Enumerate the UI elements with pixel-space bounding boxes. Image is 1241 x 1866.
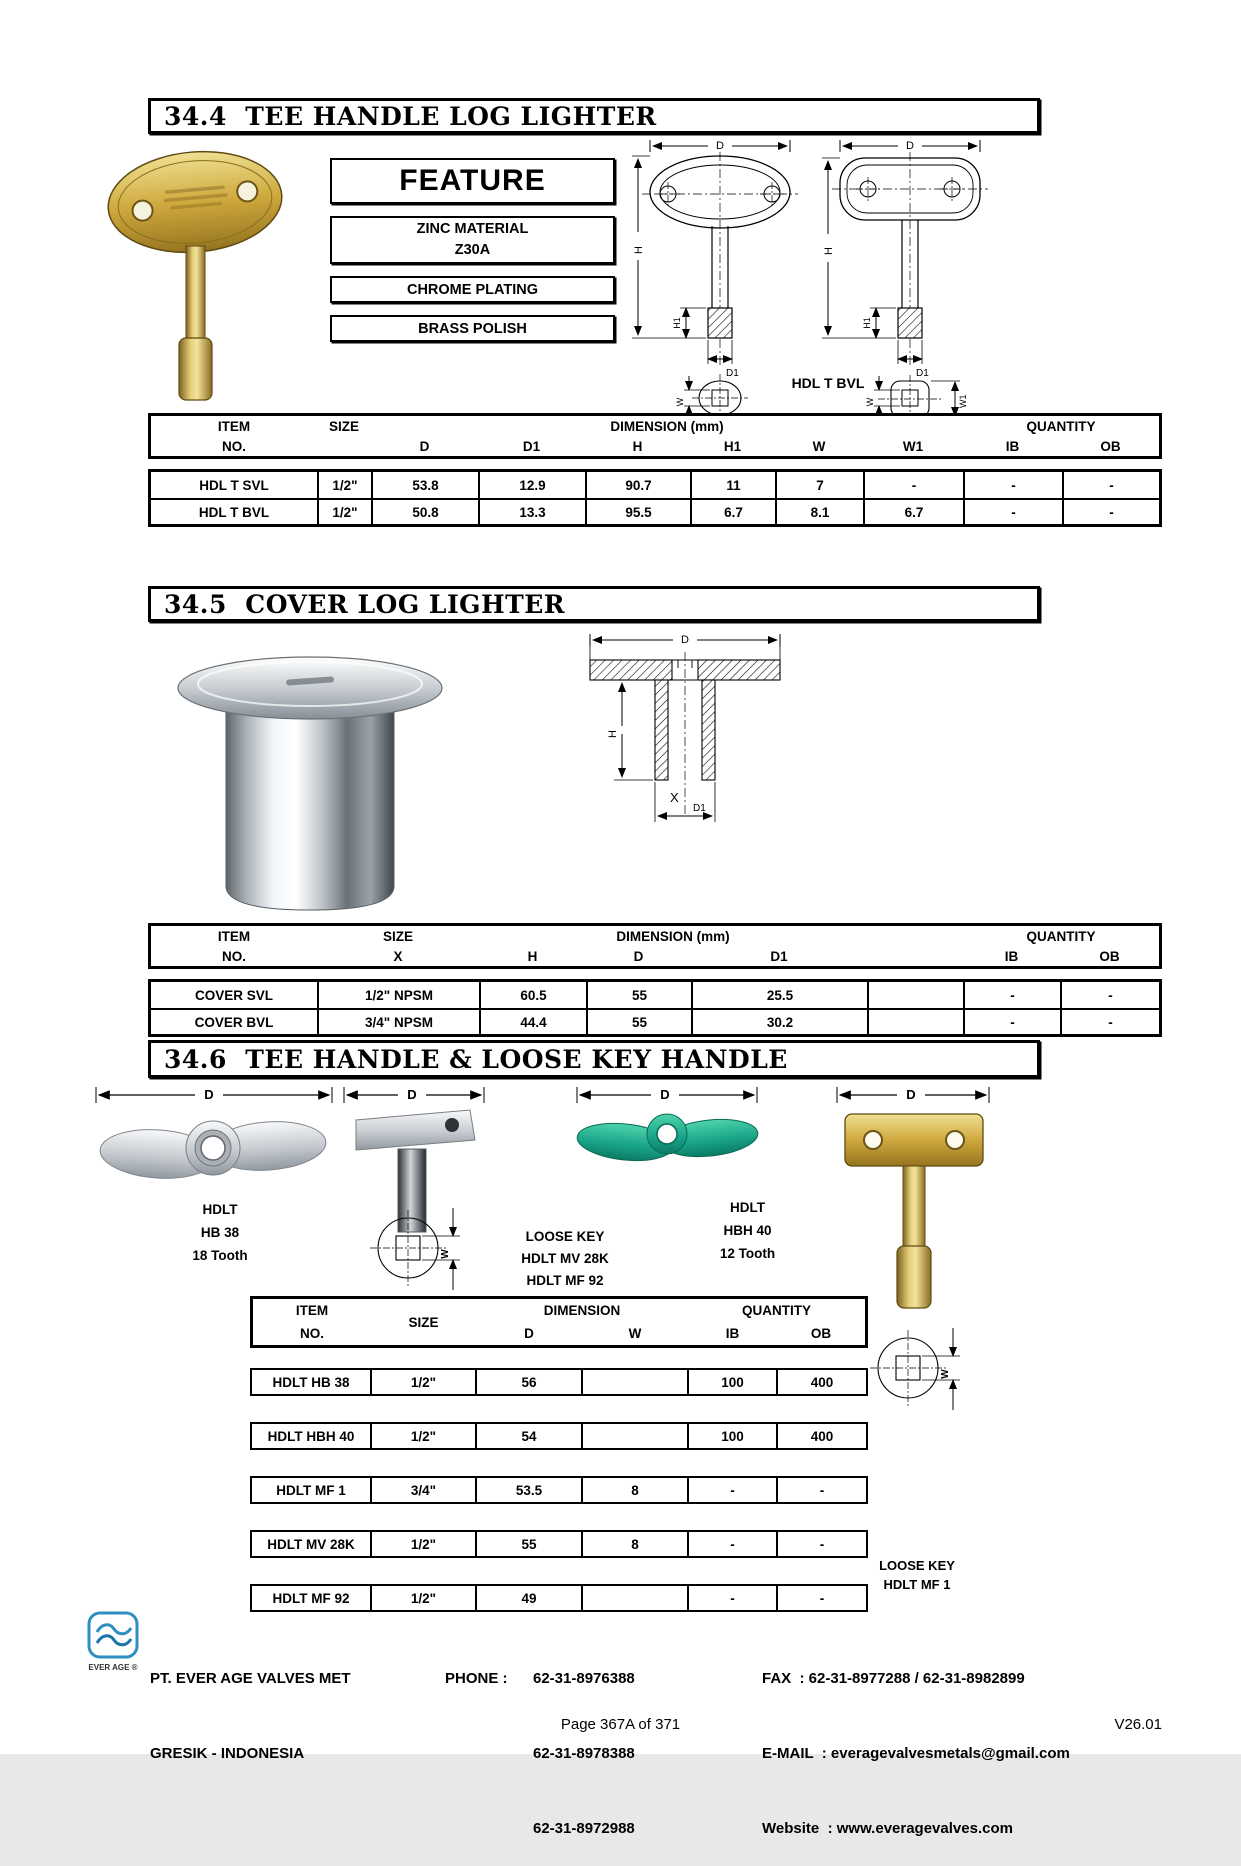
version-label: V26.01 [1114, 1716, 1162, 1733]
svg-text:W: W [675, 397, 685, 407]
svg-text:D1: D1 [726, 368, 739, 379]
cell: HDLT MF 92 [272, 1590, 350, 1606]
col-header: NO. [299, 1326, 324, 1341]
table3-header [250, 1296, 868, 1348]
svg-text:D1: D1 [916, 368, 929, 379]
square-socket-view [362, 1202, 474, 1294]
cell: 50.8 [371, 498, 478, 524]
chrome-plating-label: CHROME PLATING [406, 281, 539, 298]
cell: - [1062, 472, 1159, 498]
svg-text:D: D [407, 1087, 417, 1102]
caption-line: LOOSE KEY [525, 1229, 605, 1244]
section-344-title: 34.4 TEE HANDLE LOG LIGHTER [148, 98, 1040, 134]
cell: HDLT HBH 40 [267, 1428, 355, 1444]
cell: 53.8 [371, 472, 478, 498]
footer-phones [445, 1616, 635, 1866]
col-header: ITEM [217, 928, 251, 944]
footer-company [150, 1616, 351, 1791]
zinc-material-box [330, 216, 615, 264]
svg-text:H1: H1 [672, 317, 682, 329]
cell: - [963, 982, 1060, 1008]
cell [867, 982, 963, 1008]
col-header: W1 [902, 438, 924, 454]
col-header: OB [810, 1326, 832, 1341]
brass-polish-box [330, 315, 615, 342]
cell: 44.4 [479, 1008, 586, 1034]
table1-header [148, 413, 1162, 459]
zinc-material-line1: ZINC MATERIAL [416, 221, 529, 237]
svg-text:D: D [906, 140, 914, 152]
cell: 3/4" [370, 1478, 475, 1502]
caption-line: HB 38 [200, 1225, 240, 1240]
company-name: PT. EVER AGE VALVES MET [150, 1670, 351, 1687]
caption-line: HDLT [202, 1202, 238, 1217]
cell: - [963, 472, 1062, 498]
chrome-cover-photo [168, 648, 453, 920]
svg-text:W1: W1 [958, 394, 968, 408]
col-header: QUANTITY [742, 1303, 811, 1318]
phone-number: 62-31-8978388 [533, 1745, 635, 1762]
col-header: NO. [221, 948, 246, 964]
svg-text:H: H [633, 246, 645, 254]
col-header: NO. [221, 438, 246, 454]
section-346-title: 34.6 TEE HANDLE & LOOSE KEY HANDLE [148, 1040, 1040, 1078]
table2-header [148, 923, 1162, 969]
email-line: E-MAIL : everagevalvesmetals@gmail.com [762, 1745, 1070, 1762]
cell: - [863, 472, 963, 498]
caption-line: LOOSE KEY [879, 1558, 955, 1573]
col-header: SIZE [382, 928, 413, 944]
svg-text:D: D [660, 1087, 670, 1102]
cell: 8 [581, 1532, 687, 1556]
cell: 90.7 [585, 472, 690, 498]
cell: 49 [475, 1586, 581, 1610]
chrome-plating-box [330, 276, 615, 303]
cell: HDLT MV 28K [267, 1536, 355, 1552]
svg-text:X: X [670, 790, 679, 805]
col-header: IB [1004, 948, 1019, 964]
footer-contacts [762, 1616, 1070, 1866]
col-header: DIMENSION (mm) [610, 418, 724, 434]
cell: 1/2" [370, 1532, 475, 1556]
caption-hb38 [150, 1198, 290, 1267]
cell: 7 [775, 472, 863, 498]
caption-mv28k [495, 1226, 635, 1292]
cell: - [963, 498, 1062, 524]
svg-text:W: W [940, 1369, 951, 1379]
cell: - [1060, 1008, 1159, 1034]
cell: HDL T BVL [151, 498, 317, 524]
cell: - [776, 1586, 866, 1610]
cell: 1/2" [370, 1370, 475, 1394]
cell: HDLT HB 38 [272, 1374, 350, 1390]
col-header: D [524, 1326, 534, 1341]
cell: 8 [581, 1478, 687, 1502]
table3-row [250, 1476, 868, 1504]
cell: 400 [776, 1370, 866, 1394]
loose-key-mf1-photo [837, 1102, 990, 1314]
cell: 400 [776, 1424, 866, 1448]
caption-line: 18 Tooth [192, 1248, 248, 1263]
table2-data [148, 979, 1162, 1037]
cell: 1/2" NPSM [317, 982, 479, 1008]
caption-line: HDLT MV 28K [521, 1251, 609, 1266]
cell: 6.7 [690, 498, 775, 524]
col-header: QUANTITY [1026, 928, 1096, 944]
cell: 53.5 [475, 1478, 581, 1502]
cell: 55 [475, 1532, 581, 1556]
cover-technical-drawing [550, 630, 820, 830]
ever-age-logo-icon [86, 1610, 140, 1660]
caption-line: 12 Tooth [719, 1246, 776, 1261]
company-city: GRESIK - INDONESIA [150, 1745, 305, 1762]
cell: 100 [687, 1370, 776, 1394]
caption-line: HDLT MF 92 [526, 1273, 604, 1288]
caption-line: HDLT MF 1 [883, 1577, 951, 1592]
col-header: H [527, 948, 538, 964]
col-header: OB [1099, 948, 1120, 964]
cell: 60.5 [479, 982, 586, 1008]
col-header: X [393, 948, 403, 964]
col-header: QUANTITY [1026, 418, 1096, 434]
col-header: D1 [522, 438, 541, 454]
cell: - [687, 1532, 776, 1556]
cell: 3/4" NPSM [317, 1008, 479, 1034]
col-header: DIMENSION [543, 1303, 621, 1318]
table1-data [148, 469, 1162, 527]
col-header: D1 [770, 948, 788, 964]
caption-line: HDLT [730, 1200, 765, 1215]
cell: HDL T SVL [199, 477, 269, 493]
cell [581, 1370, 687, 1394]
cell: - [776, 1478, 866, 1502]
cell: 55 [586, 982, 691, 1008]
svg-text:D1: D1 [693, 803, 706, 814]
cell: 1/2" [317, 472, 371, 498]
cell: 1/2" [370, 1586, 475, 1610]
fax-line: FAX : 62-31-8977288 / 62-31-8982899 [762, 1670, 1025, 1687]
svg-text:W: W [440, 1249, 451, 1259]
cell: 100 [687, 1424, 776, 1448]
col-header: IB [1005, 438, 1020, 454]
phone-number: 62-31-8976388 [533, 1670, 635, 1687]
tee-handle-hb38-photo [96, 1102, 332, 1194]
cell: 55 [586, 1008, 691, 1034]
brass-key-photo [100, 140, 290, 415]
svg-text:D: D [716, 140, 724, 152]
svg-text:D: D [906, 1087, 916, 1102]
feature-heading: FEATURE [399, 164, 546, 197]
svg-text:D: D [204, 1087, 214, 1102]
svg-text:H: H [823, 247, 835, 255]
cell [867, 1008, 963, 1034]
zinc-material-line2: Z30A [454, 242, 491, 258]
cell: 30.2 [691, 1008, 867, 1034]
caption-line: HBH 40 [723, 1223, 772, 1238]
cell: 56 [475, 1370, 581, 1394]
cell: 25.5 [691, 982, 867, 1008]
cell: - [963, 1008, 1060, 1034]
cell: 1/2" [370, 1424, 475, 1448]
cell: - [687, 1586, 776, 1610]
cell: - [1062, 498, 1159, 524]
col-header: D [419, 438, 430, 454]
page-number: Page 367A of 371 [560, 1716, 681, 1733]
phone-label: PHONE : [445, 1670, 508, 1687]
caption-hbh40 [680, 1196, 815, 1265]
col-header: SIZE [408, 1314, 439, 1330]
feature-box [330, 158, 615, 204]
cell: - [1060, 982, 1159, 1008]
col-header: H [632, 438, 643, 454]
ever-age-logo-text: EVER AGE ® [88, 1663, 138, 1672]
cell: - [776, 1532, 866, 1556]
cell: 12.9 [478, 472, 585, 498]
col-header: H1 [723, 438, 742, 454]
brass-polish-label: BRASS POLISH [418, 320, 527, 337]
table3-row [250, 1422, 868, 1450]
cell: 11 [690, 472, 775, 498]
svg-text:D: D [681, 634, 689, 646]
col-header: ITEM [217, 418, 251, 434]
website-line: Website : www.everagevalves.com [762, 1820, 1013, 1837]
tee-handle-hbh40-photo [577, 1102, 758, 1174]
square-socket-view [862, 1322, 974, 1414]
phone-number: 62-31-8972988 [533, 1820, 635, 1837]
cell: 8.1 [775, 498, 863, 524]
col-header: IB [725, 1326, 740, 1341]
col-header: D [633, 948, 644, 964]
cell: HDLT MF 1 [276, 1482, 346, 1498]
col-header: SIZE [328, 418, 359, 434]
col-header: DIMENSION (mm) [616, 928, 730, 944]
col-header: ITEM [295, 1303, 329, 1318]
cell [581, 1424, 687, 1448]
cell: 6.7 [863, 498, 963, 524]
cell: 95.5 [585, 498, 690, 524]
cell: 13.3 [478, 498, 585, 524]
cell: 54 [475, 1424, 581, 1448]
cell: 1/2" [317, 498, 371, 524]
col-header: W [628, 1326, 642, 1341]
cell: - [687, 1478, 776, 1502]
col-header: OB [1100, 438, 1121, 454]
cell: COVER BVL [151, 1008, 317, 1034]
caption-mf1 [852, 1556, 982, 1594]
table3-row [250, 1530, 868, 1558]
svg-text:H: H [607, 730, 619, 738]
table3-row [250, 1584, 868, 1612]
section-345-title: 34.5 COVER LOG LIGHTER [148, 586, 1040, 622]
svg-text:H1: H1 [862, 317, 872, 329]
cell [581, 1586, 687, 1610]
table3-row [250, 1368, 868, 1396]
cell: COVER SVL [194, 987, 273, 1003]
svg-text:W: W [865, 397, 875, 407]
col-header: W [812, 438, 826, 454]
hdl-t-bvl-caption: HDL T BVL [791, 375, 865, 391]
